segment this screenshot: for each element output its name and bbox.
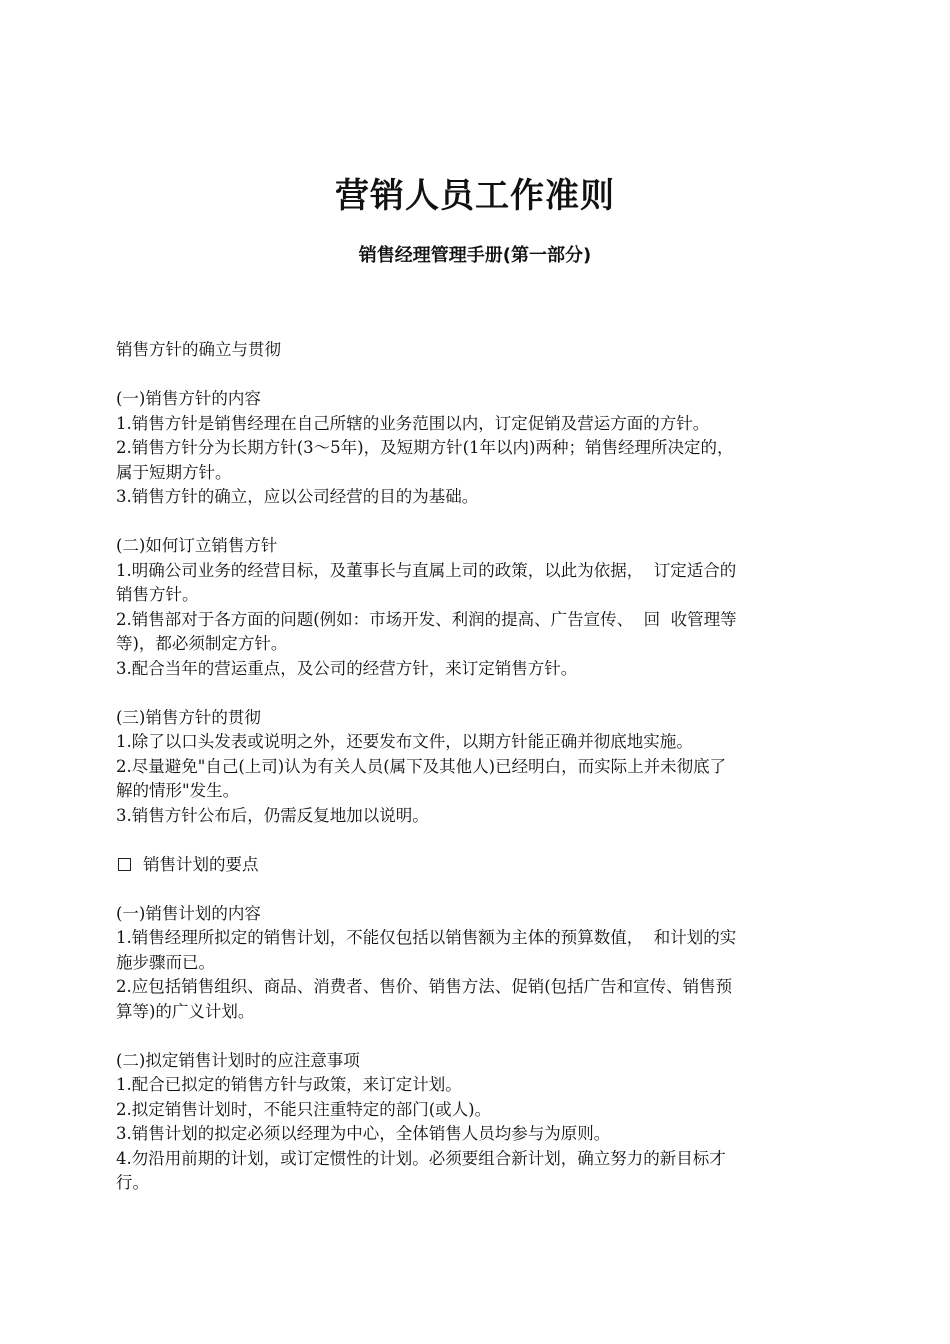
subsection-heading: (二)拟定销售计划时的应注意事项	[116, 1050, 360, 1070]
paragraph-line: 2.拟定销售计划时，不能只注重特定的部门(或人)。	[116, 1099, 492, 1119]
section-heading: 销售方针的确立与贯彻	[116, 340, 281, 359]
document-subtitle: 销售经理管理手册(第一部分)	[358, 245, 592, 266]
paragraph-line: 4.勿沿用前期的计划，或订定惯性的计划。必须要组合新计划，确立努力的新目标才	[116, 1148, 726, 1168]
paragraph-line: 1.配合已拟定的销售方针与政策，来订定计划。	[116, 1075, 462, 1094]
paragraph-line: 1.除了以口头发表或说明之外，还要发布文件，以期方针能正确并彻底地实施。	[116, 732, 693, 751]
paragraph-line: 3.销售方针公布后，仍需反复地加以说明。	[116, 805, 429, 825]
section-heading-with-box	[116, 853, 838, 878]
paragraph-line: 行。	[116, 1173, 149, 1192]
subsection-heading: (二)如何订立销售方针	[116, 536, 278, 555]
document-body	[116, 338, 838, 1196]
paragraph-line: 解的情形"发生。	[116, 781, 240, 800]
checkbox-square-icon	[118, 858, 131, 871]
paragraph-line: 销售方针。	[116, 585, 199, 604]
document-title: 营销人员工作准则	[335, 176, 615, 216]
paragraph-line: 2.尽量避免"自己(上司)认为有关人员(属下及其他人)已经明白，而实际上并未彻底了	[116, 756, 727, 776]
paragraph-line: 1.销售方针是销售经理在自己所辖的业务范围以内，订定促销及营运方面的方针。	[116, 413, 710, 433]
section-heading: 销售计划的要点	[143, 854, 259, 874]
paragraph-line: 1.明确公司业务的经营目标，及董事长与直属上司的政策，以此为依据， 订定适合的	[116, 560, 737, 580]
paragraph-line: 算等)的广义计划。	[116, 1001, 255, 1021]
paragraph-line: 3.销售计划的拟定必须以经理为中心，全体销售人员均参与为原则。	[116, 1124, 611, 1143]
subsection-heading: (一)销售方针的内容	[116, 389, 261, 408]
paragraph-line: 1.销售经理所拟定的销售计划，不能仅包括以销售额为主体的预算数值， 和计划的实	[116, 928, 737, 947]
paragraph-line: 施步骤而已。	[116, 952, 215, 972]
subsection-heading: (一)销售计划的内容	[116, 903, 261, 923]
paragraph-line: 2.销售部对于各方面的问题(例如：市场开发、利润的提高、广告宣传、 回 收管理等	[116, 609, 737, 629]
paragraph-line: 2.应包括销售组织、商品、消费者、售价、销售方法、促销(包括广告和宣传、销售预	[116, 977, 733, 996]
subsection-heading: (三)销售方针的贯彻	[116, 707, 261, 727]
paragraph-line: 等)，都必须制定方针。	[116, 634, 288, 653]
paragraph-line: 2.销售方针分为长期方针(3～5年)，及短期方针(1年以内)两种；销售经理所决定的，	[116, 438, 734, 457]
paragraph-line: 3.销售方针的确立，应以公司经营的目的为基础。	[116, 487, 479, 506]
paragraph-line: 3.配合当年的营运重点，及公司的经营方针，来订定销售方针。	[116, 658, 578, 678]
paragraph-line: 属于短期方针。	[116, 462, 232, 482]
